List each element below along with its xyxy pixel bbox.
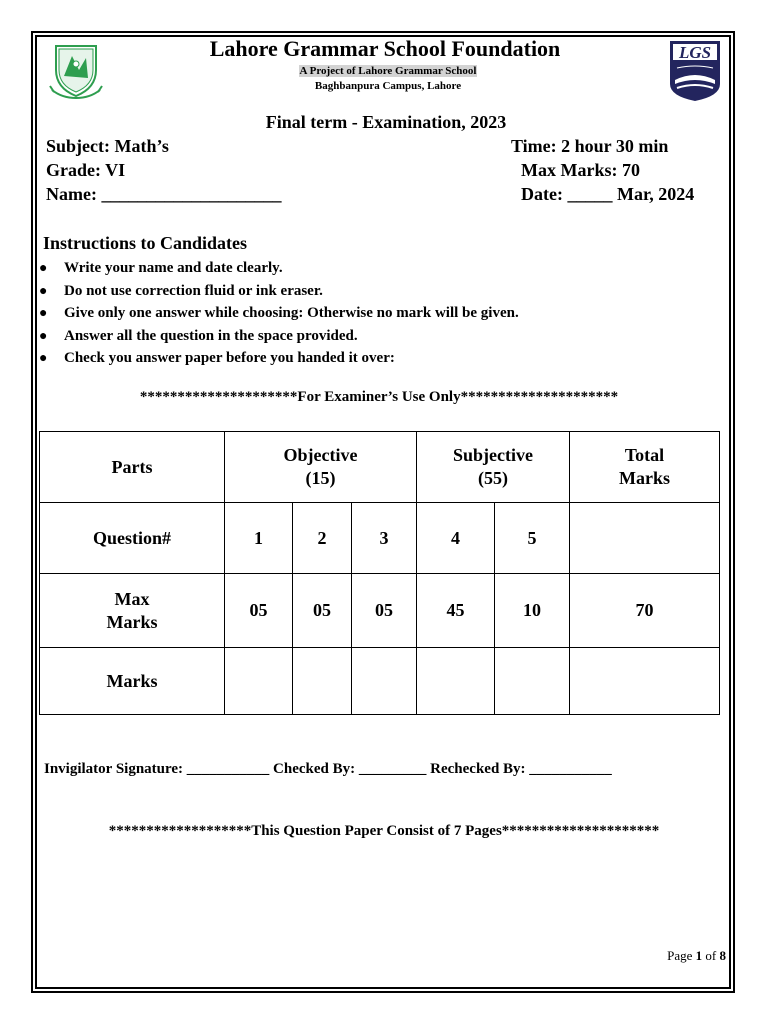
parts-header: Parts: [40, 432, 225, 503]
table-row: [40, 432, 720, 503]
bullet-icon: ●: [39, 283, 48, 299]
subjective-header: [417, 432, 570, 503]
marks-entry-cell: [225, 648, 293, 715]
page-current: 1: [695, 948, 703, 963]
page-word: Page: [667, 948, 693, 963]
project-line-text: A Project of Lahore Grammar School: [299, 65, 477, 77]
campus-name: Baghbanpura Campus, Lahore: [314, 80, 462, 92]
question-label: Question#: [40, 503, 225, 574]
max-marks-value: 10: [495, 574, 570, 648]
subjective-marks: (55): [478, 468, 509, 488]
max-label-1: Max: [114, 588, 150, 609]
instruction-item: [39, 347, 519, 370]
question-number: 1: [225, 503, 293, 574]
marks-entry-cell: [417, 648, 495, 715]
question-total-cell: [570, 503, 720, 574]
marks-label: Marks: [40, 648, 225, 715]
objective-header: [225, 432, 417, 503]
max-marks-field: Max Marks: 70: [521, 160, 640, 180]
checked-by: Checked By: _________: [273, 761, 427, 777]
table-row: [40, 574, 720, 648]
total-marks-header: [570, 432, 720, 503]
max-marks-total: 70: [570, 574, 720, 648]
objective-label: Objective: [283, 445, 358, 465]
max-label-2: Marks: [106, 611, 158, 632]
subjective-label: Subjective: [453, 445, 534, 465]
examiner-use-line: *********************For Examiner’s Use Only*********************: [139, 389, 619, 405]
max-marks-value: 05: [352, 574, 417, 648]
total-label-1: Total: [624, 445, 665, 465]
page-total: 8: [719, 948, 726, 963]
page-count-line: *******************This Question Paper Consist of 7 Pages*********************: [108, 823, 660, 839]
invigilator-signature: Invigilator Signature: ___________: [44, 761, 270, 777]
total-label-2: Marks: [619, 468, 671, 488]
grade-field: Grade: VI: [46, 160, 126, 180]
instructions-list: [39, 257, 519, 370]
instruction-text: Answer all the question in the space provided.: [64, 327, 358, 344]
subject-field: Subject: Math’s: [46, 136, 169, 156]
marks-entry-total: [570, 648, 720, 715]
question-number: 3: [352, 503, 417, 574]
bullet-icon: ●: [39, 261, 48, 276]
instruction-item: [39, 280, 519, 303]
signature-line: [44, 761, 612, 778]
date-field: Date: _____ Mar, 2024: [521, 184, 695, 204]
table-row: [40, 503, 720, 574]
question-number: 4: [417, 503, 495, 574]
question-number: 2: [293, 503, 352, 574]
exam-title: Final term - Examination, 2023: [265, 112, 507, 132]
bullet-icon: ●: [39, 351, 48, 366]
max-marks-value: 05: [225, 574, 293, 648]
rechecked-by: Rechecked By: ___________: [430, 761, 612, 777]
instruction-item: [39, 325, 519, 348]
of-word: of: [705, 948, 717, 963]
instruction-item: [39, 257, 519, 280]
max-marks-value: 45: [417, 574, 495, 648]
marks-entry-cell: [293, 648, 352, 715]
table-row: [40, 648, 720, 715]
instructions-heading: Instructions to Candidates: [43, 233, 248, 253]
objective-marks: (15): [305, 468, 336, 488]
marks-entry-cell: [352, 648, 417, 715]
lgs-logo-text: LGS: [678, 43, 712, 62]
instruction-item: [39, 302, 519, 325]
instruction-text: Write your name and date clearly.: [64, 260, 283, 276]
school-name: Lahore Grammar School Foundation: [209, 36, 561, 61]
bullet-icon: ●: [39, 328, 48, 344]
max-marks-value: 05: [293, 574, 352, 648]
max-marks-label: [40, 574, 225, 648]
instruction-text: Give only one answer while choosing: Otherwise no mark will be given.: [64, 305, 519, 321]
name-field: Name: ____________________: [46, 184, 282, 204]
question-number: 5: [495, 503, 570, 574]
marks-entry-cell: [495, 648, 570, 715]
instruction-text: Check you answer paper before you handed it over:: [64, 350, 395, 366]
page-number: [667, 948, 726, 964]
project-line: [0, 65, 768, 77]
marks-table: [39, 431, 720, 715]
instruction-text: Do not use correction fluid or ink eraser.: [64, 282, 323, 299]
bullet-icon: ●: [39, 306, 48, 321]
time-field: Time: 2 hour 30 min: [511, 136, 669, 156]
